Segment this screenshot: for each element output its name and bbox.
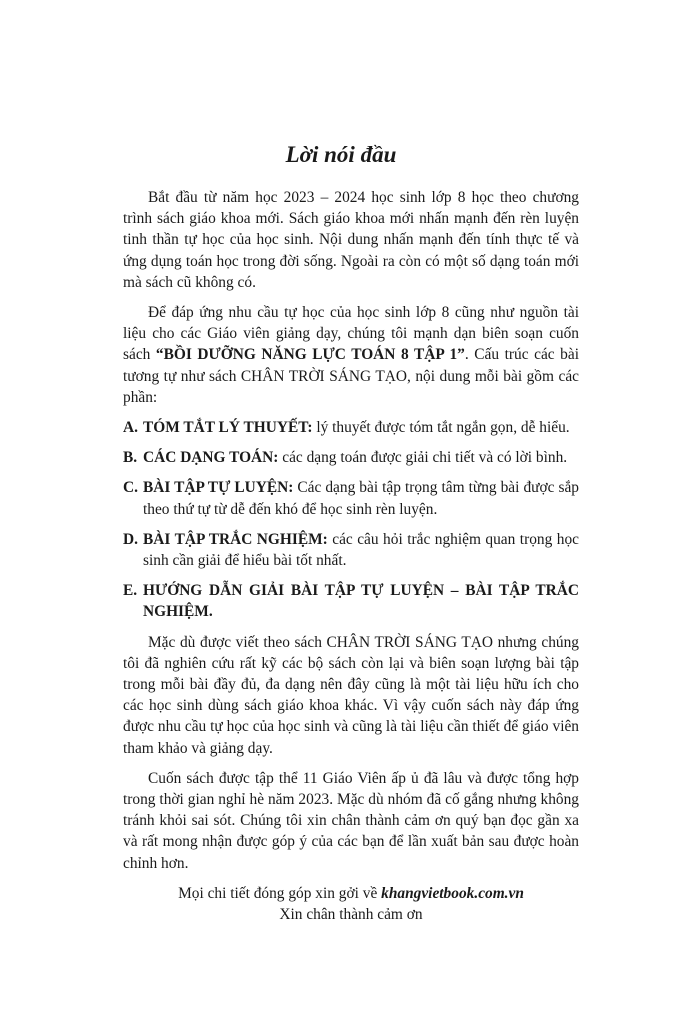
page-title: Lời nói đầu	[285, 142, 397, 167]
intro-paragraph: Bắt đầu từ năm học 2023 – 2024 học sinh lớp 8 học theo chương trình sách giáo khoa mới. Sách giáo khoa mới nhấn mạnh đến rèn luyện tinh thần tự học của học sinh. Nội dung nhấn mạnh đến tính thực tế và ứng dụng toán học trong đời sống. Ngoài ra còn có một số dạng toán mới mà sách cũ không có.	[123, 189, 579, 291]
scope-paragraph: Mặc dù được viết theo sách CHÂN TRỜI SÁNG TẠO nhưng chúng tôi đã nghiên cứu rất kỹ các bộ sách còn lại và biên soạn lượng bài tập trong mỗi bài đầy đủ, đa dạng nên đây cũng là một tài liệu hữu ích cho các học sinh dùng sách giáo khoa khác. Vì vậy cuốn sách này đáp ứng được nhu cầu tự học của học sinh và cũng là tài liệu cần thiết để giáo viên tham khảo và giảng dạy.	[123, 633, 579, 757]
list-item-heading: CÁC DẠNG TOÁN:	[143, 449, 279, 467]
structure-list	[123, 417, 579, 623]
list-item-letter: E.	[123, 582, 138, 600]
list-item	[123, 477, 579, 519]
list-item	[123, 580, 579, 622]
thanks-paragraph: Cuốn sách được tập thể 11 Giáo Viên ấp ủ đã lâu và được tổng hợp trong thời gian nghỉ hè năm 2023. Mặc dù nhóm đã cố gắng nhưng không tránh khỏi sai sót. Chúng tôi xin chân thành cảm ơn quý bạn đọc gần xa và rất mong nhận được góp ý của các bạn để lần xuất bản sau được hoàn chỉnh hơn.	[123, 769, 579, 872]
list-item-text: các câu hỏi trắc nghiệm quan trọng học sinh cần giải để hiểu bài tốt nhất.	[143, 530, 579, 570]
list-item-letter: A.	[123, 419, 138, 437]
purpose-paragraph	[123, 302, 579, 408]
list-item-heading: BÀI TẬP TRẮC NGHIỆM:	[143, 530, 328, 548]
list-item-heading: TÓM TẮT LÝ THUYẾT:	[143, 419, 313, 437]
list-item-heading: BÀI TẬP TỰ LUYỆN:	[143, 479, 294, 497]
purpose-text-end: . Cấu trúc các bài tương tự như sách CHÂN TRỜI SÁNG TẠO, nội dung mỗi bài gồm các phần:	[123, 346, 579, 406]
document-body	[123, 187, 579, 925]
purpose-text-start: Để đáp ứng nhu cầu tự học của học sinh lớp 8 cũng như nguồn tài liệu cho các Giáo viên giảng dạy, chúng tôi mạnh dạn biên soạn cuốn sách	[123, 304, 579, 364]
list-item-letter: B.	[123, 449, 138, 467]
contact-line	[123, 883, 579, 904]
list-item-heading: HƯỚNG DẪN GIẢI BÀI TẬP TỰ LUYỆN – BÀI TẬP TRẮC NGHIỆM.	[143, 582, 579, 621]
list-item-letter: C.	[123, 479, 138, 497]
list-item-letter: D.	[123, 530, 138, 548]
list-item-text: Các dạng bài tập trọng tâm từng bài được sắp theo thứ tự từ dễ đến khó để học sinh rèn luyện.	[143, 479, 579, 518]
list-item-text: lý thuyết được tóm tắt ngắn gọn, dễ hiểu.	[312, 419, 570, 437]
list-item	[123, 417, 579, 438]
list-item	[123, 447, 579, 468]
closing-thanks: Xin chân thành cảm ơn	[279, 906, 423, 924]
list-item	[123, 529, 579, 571]
website-text: khangvietbook.com.vn	[381, 884, 524, 902]
book-title: “BỒI DƯỠNG NĂNG LỰC TOÁN 8 TẬP 1”	[155, 346, 465, 364]
contact-text: Mọi chi tiết đóng góp xin gởi về	[178, 884, 382, 902]
list-item-text: các dạng toán được giải chi tiết và có lời bình.	[278, 449, 568, 467]
